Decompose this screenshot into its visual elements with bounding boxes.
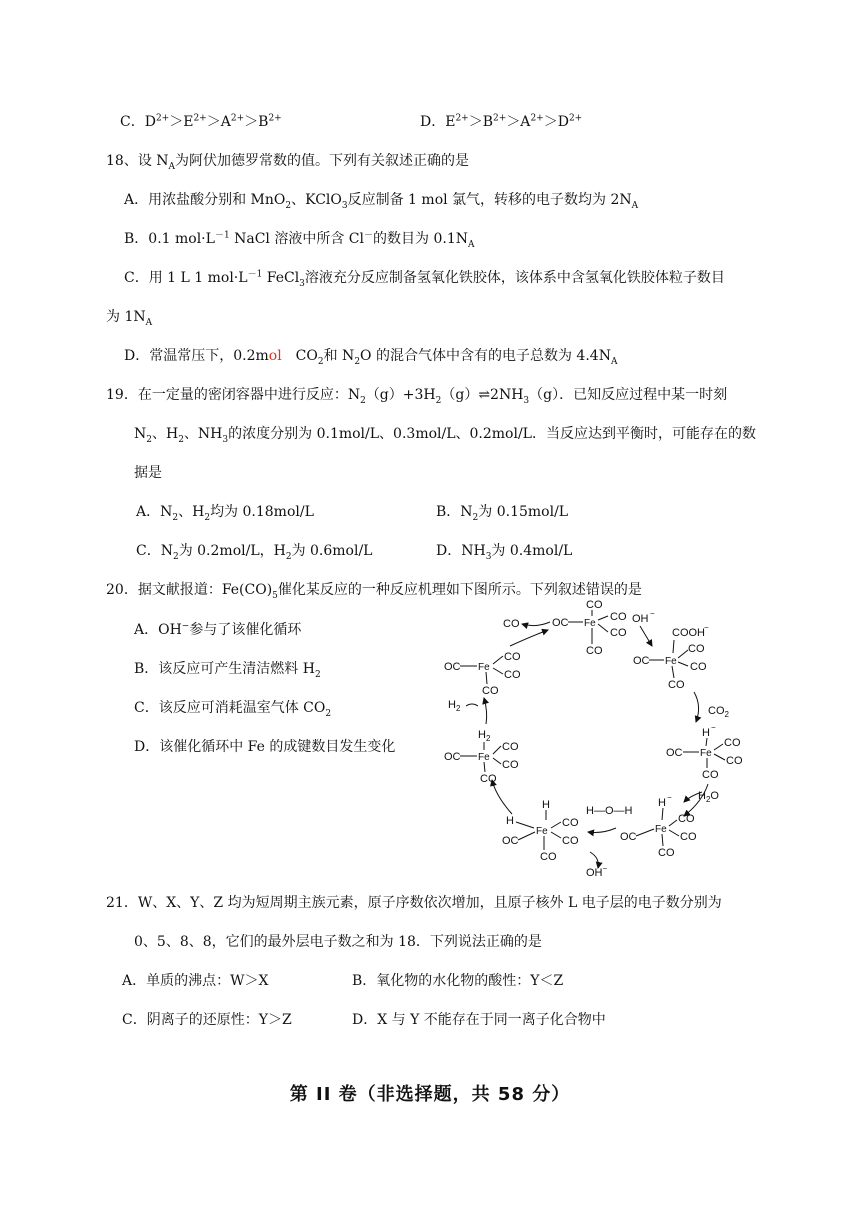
q19-stem-1: 19．在一定量的密闭容器中进行反应：$N_2(g)+3H_2(g)\rightleftharpoons 2NH_3(g)$．已知反应过程中某一时刻 xyxy=(106,387,728,406)
svg-text:H: H xyxy=(658,797,666,809)
q20-option-a: A．OH−参与了该催化循环 xyxy=(134,621,302,638)
svg-text:OC: OC xyxy=(666,747,683,759)
q18-option-c-cont: 为 $1N_A$ xyxy=(106,309,153,328)
fe-hydride-complex xyxy=(666,723,743,781)
q19-option-a: A．$N_2$、$H_2$均为 0.18mol/L xyxy=(136,504,314,523)
svg-text:CO: CO xyxy=(562,817,579,829)
catalytic-cycle-diagram xyxy=(440,596,770,878)
svg-text:Fe: Fe xyxy=(700,748,712,759)
section-title: 第 II 卷（非选择题，共 58 分） xyxy=(289,1084,571,1105)
arrow-h2-release xyxy=(484,698,487,724)
svg-text:Fe: Fe xyxy=(584,618,596,629)
svg-text:−: − xyxy=(650,609,655,618)
svg-text:CO: CO xyxy=(480,773,497,785)
svg-text:CO: CO xyxy=(502,741,519,753)
free-co-label: CO xyxy=(503,618,520,630)
q19-option-d: D．$NH_3$为 0.4mol/L xyxy=(436,543,573,562)
svg-text:CO: CO xyxy=(502,759,519,771)
fe-dihydride-complex xyxy=(502,799,579,863)
svg-text:CO: CO xyxy=(610,611,627,623)
svg-text:CO: CO xyxy=(690,661,707,673)
arrow-upper-left xyxy=(510,630,548,646)
q21-stem-1: 21．W、X、Y、Z 均为短周期主族元素，原子序数依次增加，且原子核外 L 电子层的电子数分别为 xyxy=(106,895,722,911)
svg-text:Fe: Fe xyxy=(478,662,490,673)
svg-text:Fe: Fe xyxy=(536,826,548,837)
svg-text:OC: OC xyxy=(620,831,637,843)
svg-text:OC: OC xyxy=(502,835,519,847)
svg-text:CO: CO xyxy=(586,599,603,611)
svg-text:Fe: Fe xyxy=(478,752,490,763)
svg-text:Fe: Fe xyxy=(655,824,667,835)
q17-option-c: C．$D^{2+}>E^{2+}>A^{2+}>B^{2+}$ xyxy=(120,113,282,130)
svg-text:H: H xyxy=(542,799,550,811)
svg-text:CO: CO xyxy=(540,851,557,863)
svg-text:CO: CO xyxy=(504,669,521,681)
svg-text:CO: CO xyxy=(702,769,719,781)
svg-text:CO: CO xyxy=(504,651,521,663)
q20-stem: 20．据文献报道：$Fe(CO)_5$催化某反应的一种反应机理如下图所示。下列叙述错误的是 xyxy=(106,582,642,601)
q20-option-c: C．该反应可消耗温室气体 $CO_2$ xyxy=(134,700,332,719)
co2-label: $CO_2$ xyxy=(708,705,729,719)
q21-option-c: C．阴离子的还原性：Y＞Z xyxy=(122,1012,292,1028)
svg-text:CO: CO xyxy=(610,627,627,639)
svg-text:CO: CO xyxy=(724,737,741,749)
q20-option-d: D．该催化循环中 Fe 的成键数目发生变化 xyxy=(134,739,396,755)
svg-text:COOH: COOH xyxy=(672,627,705,639)
fe-co5-complex xyxy=(552,599,627,657)
svg-text:CO: CO xyxy=(482,685,499,697)
q18-option-c: C．用 1 L 1 $mol\cdot L^{-1}$ FeCl$_3$溶液充分反应制备氢氧化铁胶体，该体系中含氢氧化铁胶体粒子数目 xyxy=(124,269,725,289)
h2o-label: $H_2O$ xyxy=(698,790,719,804)
svg-text:OC: OC xyxy=(444,661,461,673)
svg-text:−: − xyxy=(704,623,709,632)
svg-text:H—O—H: H—O—H xyxy=(586,805,633,817)
q19-option-c: C．$N_2$为 0.2mol/L，$H_2$为 0.6mol/L xyxy=(136,543,373,562)
q18-option-b: B．0.1 $mol\cdot L^{-1}$ NaCl 溶液中所含 Cl－的数目为 $0.1N_A$ xyxy=(124,230,475,250)
q21-stem-2: 0、5、8、8，它们的最外层电子数之和为 18．下列说法正确的是 xyxy=(134,934,542,950)
q18-stem: 18、设 $N_A$为阿伏加德罗常数的值。下列有关叙述正确的是 xyxy=(106,153,470,172)
h2-label: $H_2$ xyxy=(448,699,461,713)
arrow-co-release xyxy=(522,622,550,626)
svg-text:OC: OC xyxy=(633,655,650,667)
svg-text:CO: CO xyxy=(678,813,695,825)
q20-option-b: B．该反应可产生清洁燃料 $H_2$ xyxy=(134,661,321,680)
oh-minus-label: OH− xyxy=(586,864,608,878)
arrow-co2-release xyxy=(694,692,699,722)
arrow-oh-release xyxy=(590,852,598,868)
svg-text:H: H xyxy=(506,815,514,827)
svg-text:CO: CO xyxy=(562,835,579,847)
svg-text:OC: OC xyxy=(552,617,569,629)
q18-option-a: A．用浓盐酸分别和 MnO$_2$、KClO$_3$反应制备 1 mol 氯气，转移的电子数均为 $2N_A$ xyxy=(124,192,639,211)
h2-tail xyxy=(466,704,478,706)
q19-option-b: B．$N_2$为 0.15mol/L xyxy=(436,504,569,523)
svg-text:H2: $H_2$ xyxy=(478,729,491,743)
svg-text:CO: CO xyxy=(688,643,705,655)
oh-minus-attack xyxy=(632,609,655,646)
arrow-left-up xyxy=(492,780,512,814)
q21-option-a: A．单质的沸点：W＞X xyxy=(122,973,269,989)
fe-hydride-water-complex xyxy=(586,793,697,859)
svg-text:CO: CO xyxy=(586,645,603,657)
q19-stem-2: $N_2$、$H_2$、$NH_3$的浓度分别为 0.1mol/L、0.3mol/L、0.2mol/L．当反应达到平衡时，可能存在的数 xyxy=(134,426,756,445)
q19-stem-3: 据是 xyxy=(134,465,162,481)
svg-text:CO: CO xyxy=(668,679,685,691)
svg-text:CO: CO xyxy=(658,847,675,859)
svg-text:CO: CO xyxy=(726,755,743,767)
svg-text:−: − xyxy=(711,723,716,732)
fe-co4-complex xyxy=(444,651,521,697)
svg-text:Fe: Fe xyxy=(665,656,677,667)
q21-option-b: B．氧化物的水化物的酸性：Y＜Z xyxy=(352,973,564,989)
svg-text:OC: OC xyxy=(444,751,461,763)
svg-text:H: H xyxy=(702,727,710,739)
svg-text:−: − xyxy=(667,793,672,802)
q18-option-d: D．常温常压下，0.2mol $CO_2$和 $N_2O$ 的混合气体中含有的电子总数为 $4.4N_A$ xyxy=(124,348,618,367)
svg-text:CO: CO xyxy=(680,831,697,843)
fe-h2-complex xyxy=(444,729,519,785)
q17-option-d: D．$E^{2+}>B^{2+}>A^{2+}>D^{2+}$ xyxy=(420,113,583,130)
arrow-bottom xyxy=(588,828,616,833)
q21-option-d: D．X 与 Y 不能存在于同一离子化合物中 xyxy=(352,1012,606,1028)
svg-text:OH: OH xyxy=(632,613,649,625)
